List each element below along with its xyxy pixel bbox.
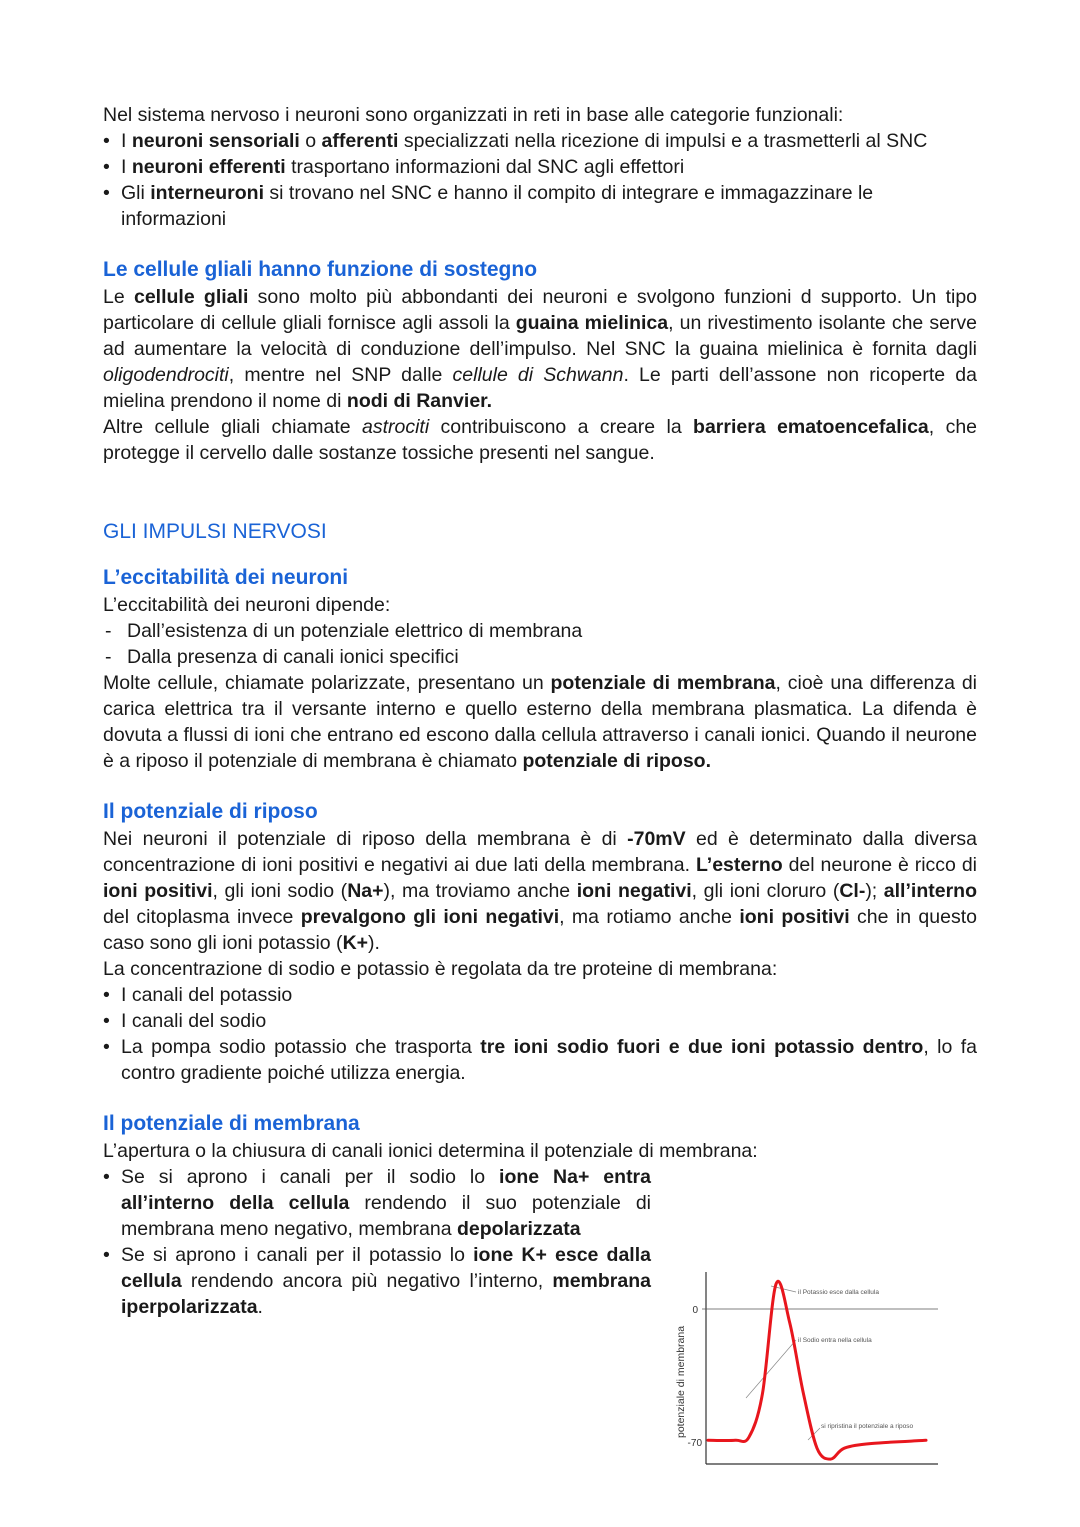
excitability-list	[103, 618, 977, 670]
intro-text: Nel sistema nervoso i neuroni sono organizzati in reti in base alle categorie funzionali:	[103, 104, 844, 126]
neuron-categories-list	[103, 128, 977, 232]
chart-svg	[668, 1268, 948, 1478]
y-axis-label: potenziale di membrana	[675, 1325, 687, 1438]
list-item: - Dalla presenza di canali ionici specifici	[103, 644, 977, 670]
list-item: • Se si aprono i canali per il potassio lo ione K+ esce dalla cellula rendendo ancora più negativo l’interno, membrana iperpolarizzata.	[103, 1242, 651, 1320]
list-item: • I neuroni efferenti trasportano informazioni dal SNC agli effettori	[103, 154, 977, 180]
membrane-potential-heading: Il potenziale di membrana	[103, 1112, 360, 1135]
membrane-list	[103, 1164, 651, 1320]
glial-paragraph: Le cellule gliali sono molto più abbondanti dei neuroni e svolgono funzioni d supporto. Un tipo particolare di cellule gliali fornisce agli assoli la guaina mielinica, un rivestimento isolante che serve ad aumentare la velocità di conduzione dell’impulso. Nel SNC la guaina mielinica è fornita dagli oligodendrociti, mentre nel SNP dalle cellule di Schwann. Le parti dell’assone non ricoperte da mielina prendono il nome di nodi di Ranvier.	[103, 286, 978, 412]
list-item: • I canali del potassio	[103, 982, 977, 1008]
annotation-label: il Sodio entra nella cellula	[798, 1337, 872, 1344]
glial-heading: Le cellule gliali hanno funzione di sostegno	[103, 258, 538, 281]
section-title: GLI IMPULSI NERVOSI	[103, 520, 327, 543]
list-item: • I neuroni sensoriali o afferenti specializzati nella ricezione di impulsi e a trasmetterli al SNC	[103, 128, 977, 154]
list-item: • La pompa sodio potassio che trasporta tre ioni sodio fuori e due ioni potassio dentro, lo fa contro gradiente poiché utilizza energia.	[103, 1034, 977, 1086]
proteins-intro: La concentrazione di sodio e potassio è regolata da tre proteine di membrana:	[103, 958, 778, 980]
list-item: • Se si aprono i canali per il sodio lo ione Na+ entra all’interno della cellula rendendo il suo potenziale di membrana meno negativo, membrana depolarizzata	[103, 1164, 651, 1242]
action-potential-chart	[668, 1268, 948, 1478]
excitability-paragraph: Molte cellule, chiamate polarizzate, presentano un potenziale di membrana, cioè una differenza di carica elettrica tra il versante interno e quello esterno della membrana plasmatica. La difenda è dovuta a flussi di ioni che entrano ed escono dalla cellula attraverso i canali ionici. Quando il neurone è a riposo il potenziale di membrana è chiamato potenziale di riposo.	[103, 672, 978, 772]
proteins-list	[103, 982, 977, 1086]
list-item: • I canali del sodio	[103, 1008, 977, 1034]
excitability-intro: L’eccitabilità dei neuroni dipende:	[103, 594, 391, 616]
y-tick-label: 0	[692, 1305, 698, 1316]
glial-paragraph-2: Altre cellule gliali chiamate astrociti contribuiscono a creare la barriera ematoencefalica, che protegge il cervello dalle sostanze tossiche presenti nel sangue.	[103, 416, 978, 464]
resting-potential-paragraph: Nei neuroni il potenziale di riposo della membrana è di -70mV ed è determinato dalla diversa concentrazione di ioni positivi e negativi ai due lati della membrana. L’esterno del neurone è ricco di ioni positivi, gli ioni sodio (Na+), ma troviamo anche ioni negativi, gli ioni cloruro (Cl-); all’interno del citoplasma invece prevalgono gli ioni negativi, ma rotiamo anche ioni positivi che in questo caso sono gli ioni potassio (K+).	[103, 828, 977, 954]
y-tick-label: -70	[687, 1438, 702, 1449]
annotation-label: si ripristina il potenziale a riposo	[821, 1423, 914, 1430]
annotation-label: il Potassio esce dalla cellula	[798, 1289, 879, 1296]
page-content	[103, 102, 977, 1320]
list-item: - Dall’esistenza di un potenziale elettrico di membrana	[103, 618, 977, 644]
excitability-heading: L’eccitabilità dei neuroni	[103, 566, 349, 589]
list-item: • Gli interneuroni si trovano nel SNC e hanno il compito di integrare e immagazzinare le informazioni	[103, 180, 977, 232]
annotation-leader	[746, 1340, 796, 1398]
action-potential-curve	[708, 1281, 926, 1459]
resting-potential-heading: Il potenziale di riposo	[103, 800, 318, 823]
membrane-intro: L’apertura o la chiusura di canali ionici determina il potenziale di membrana:	[103, 1140, 758, 1162]
